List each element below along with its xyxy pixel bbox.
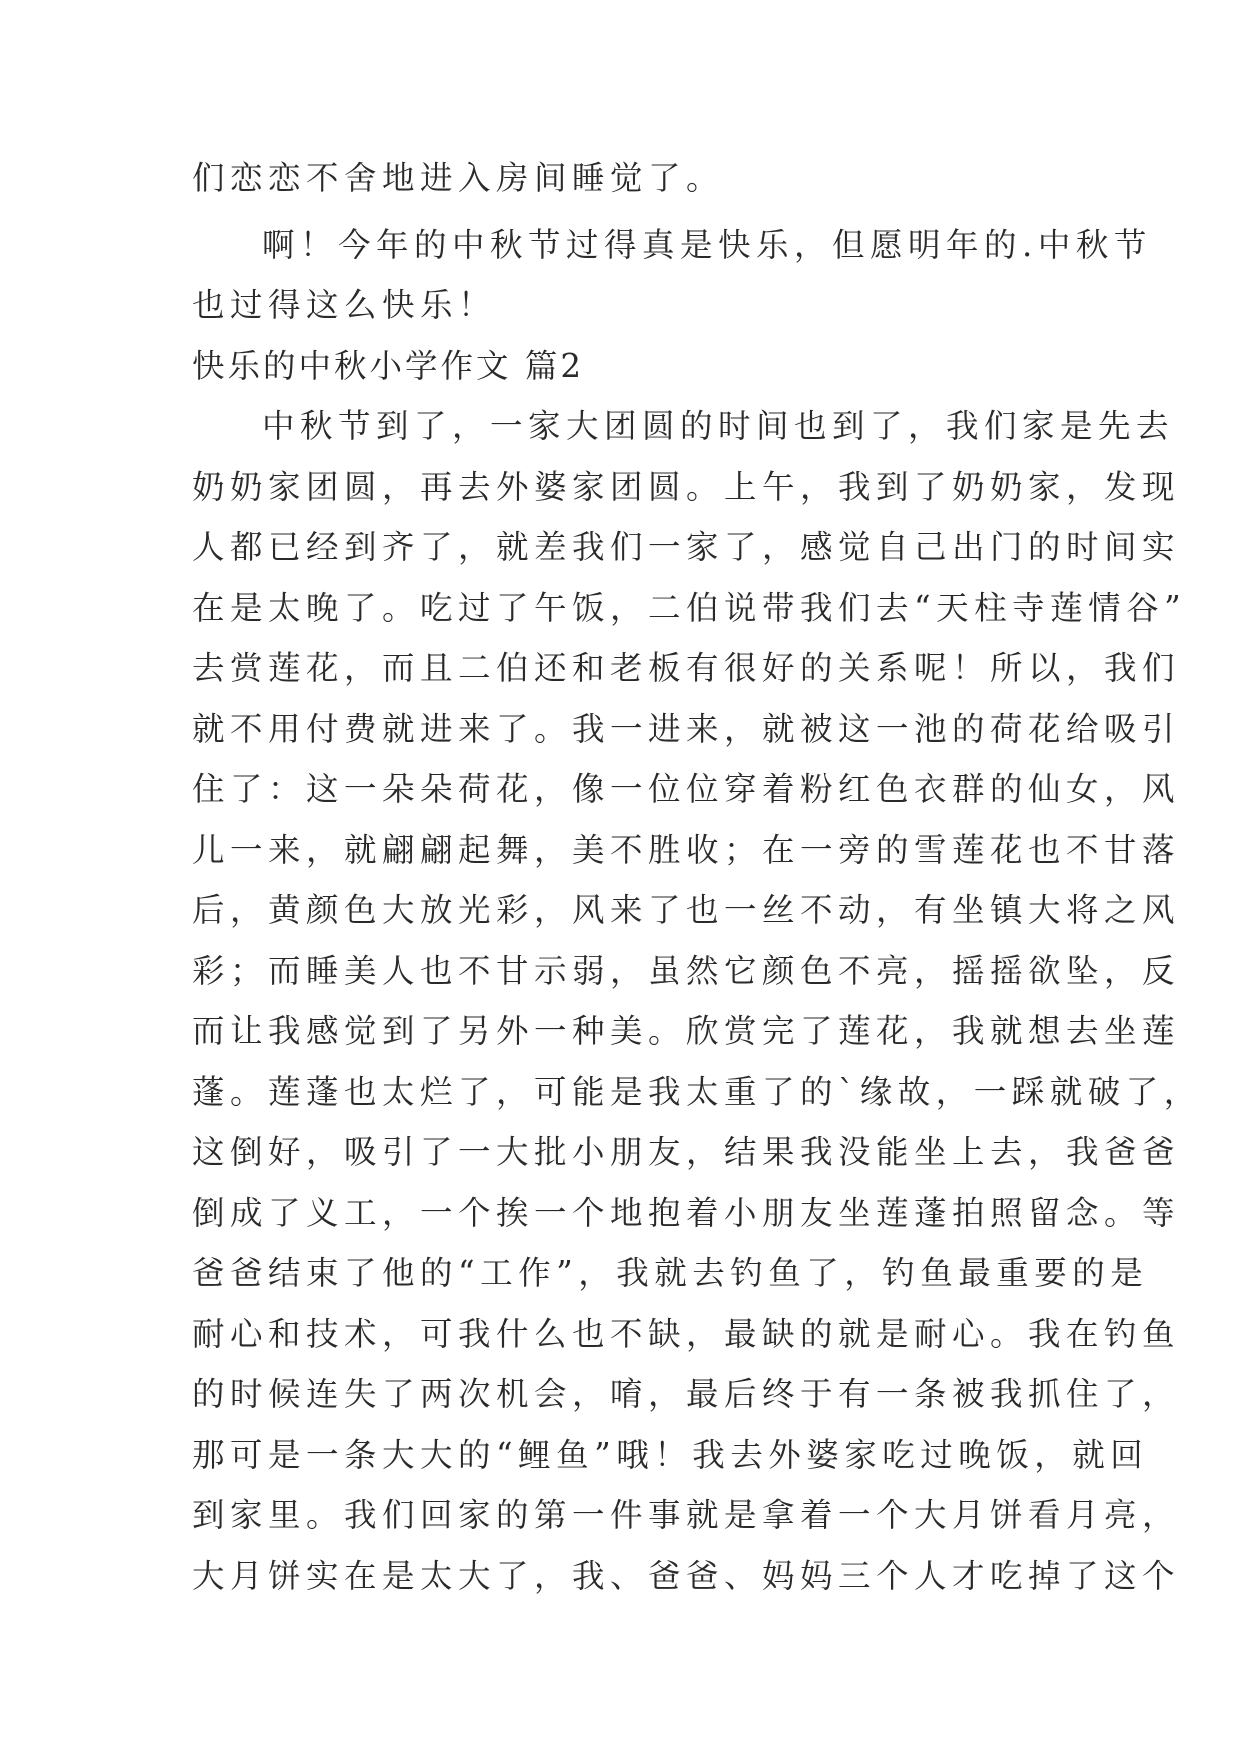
paragraph-line: 奶奶家团圆，再去外婆家团圆。上午，我到了奶奶家，发现 <box>192 467 1181 506</box>
paragraph-line: 到家里。我们回家的第一件事就是拿着一个大月饼看月亮， <box>192 1496 1181 1534</box>
paragraph-line: 住了：这一朵朵荷花，像一位位穿着粉红色衣群的仙女，风 <box>192 770 1181 808</box>
paragraph-line: 啊！今年的中秋节过得真是快乐，但愿明年的.中秋节 <box>262 225 1152 264</box>
paragraph-line: 而让我感觉到了另外一种美。欣赏完了莲花，我就想去坐莲 <box>192 1012 1181 1050</box>
paragraph-line: 人都已经到齐了，就差我们一家了，感觉自己出门的时间实 <box>192 528 1181 566</box>
paragraph-line: 后，黄颜色大放光彩，风来了也一丝不动，有坐镇大将之风 <box>192 891 1181 929</box>
paragraph-line: 爸爸结束了他的“工作”，我就去钓鱼了，钓鱼最重要的是 <box>192 1254 1149 1292</box>
paragraph-line: 大月饼实在是太大了，我、爸爸、妈妈三个人才吃掉了这个 <box>192 1556 1181 1595</box>
paragraph-line: 也过得这么快乐！ <box>192 286 497 324</box>
paragraph-line: 们恋恋不舍地进入房间睡觉了。 <box>192 159 725 197</box>
paragraph-line: 就不用付费就进来了。我一进来，就被这一池的荷花给吸引 <box>192 709 1181 748</box>
paragraph-line: 彩；而睡美人也不甘示弱，虽然它颜色不亮，摇摇欲坠，反 <box>192 951 1181 990</box>
paragraph-line: 中秋节到了，一家大团圆的时间也到了，我们家是先去 <box>262 407 1175 445</box>
paragraph-line: 倒成了义工，一个挨一个地抱着小朋友坐莲蓬拍照留念。等 <box>192 1193 1181 1232</box>
paragraph-line: 耐心和技术，可我什么也不缺，最缺的就是耐心。我在钓鱼 <box>192 1314 1181 1353</box>
paragraph-line: 蓬。莲蓬也太烂了，可能是我太重了的`缘故，一踩就破了， <box>192 1072 1202 1111</box>
paragraph-line: 儿一来，就翩翩起舞，美不胜收；在一旁的雪莲花也不甘落 <box>192 830 1181 869</box>
paragraph-line: 的时候连失了两次机会，唷，最后终于有一条被我抓住了， <box>192 1375 1181 1413</box>
section-heading: 快乐的中秋小学作文 篇2 <box>192 346 585 385</box>
paragraph-line: 这倒好，吸引了一大批小朋友，结果我没能坐上去，我爸爸 <box>192 1133 1181 1171</box>
document-page <box>192 148 1202 1606</box>
paragraph-line: 去赏莲花，而且二伯还和老板有很好的关系呢！所以，我们 <box>192 649 1181 687</box>
paragraph-line: 那可是一条大大的“鲤鱼”哦！我去外婆家吃过晚饭，就回 <box>192 1435 1149 1474</box>
paragraph-line: 在是太晚了。吃过了午饭，二伯说带我们去“天柱寺莲情谷” <box>192 588 1187 627</box>
